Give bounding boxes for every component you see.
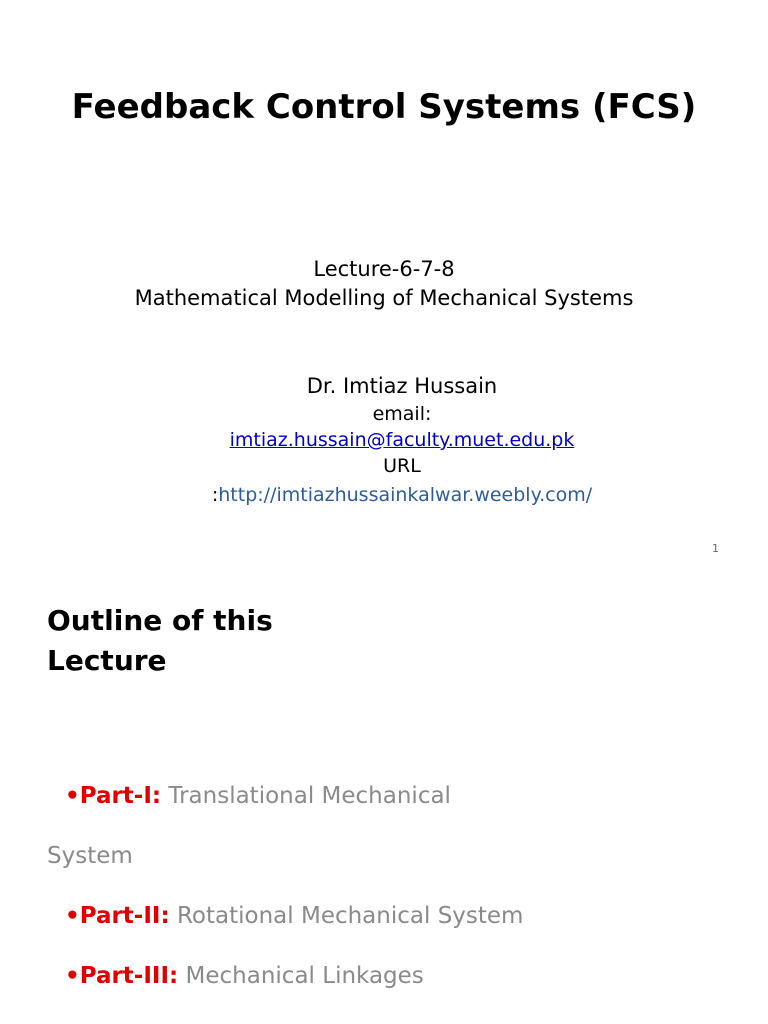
outline-list bbox=[47, 766, 607, 1006]
list-item bbox=[47, 946, 607, 1006]
author-name: Dr. Imtiaz Hussain bbox=[306, 374, 498, 398]
lecture-number: Lecture-6-7-8 bbox=[313, 257, 455, 281]
part-label: Part-III: bbox=[79, 963, 179, 989]
page-number: 1 bbox=[712, 542, 719, 555]
list-item-continuation bbox=[47, 826, 607, 886]
lecture-subtitle: Mathematical Modelling of Mechanical Systems bbox=[134, 286, 634, 310]
slide-title: Feedback Control Systems (FCS) bbox=[71, 87, 697, 127]
part-text: Translational Mechanical bbox=[168, 783, 451, 809]
url-label: URL bbox=[383, 455, 421, 477]
part-text: System bbox=[47, 843, 133, 869]
part-text: Rotational Mechanical System bbox=[176, 903, 524, 929]
url-link[interactable]: http://imtiazhussainkalwar.weebly.com/ bbox=[218, 484, 593, 506]
author-info bbox=[0, 371, 768, 479]
url-prefix: : bbox=[211, 484, 219, 506]
lecture-info bbox=[0, 255, 768, 313]
bullet-icon: • bbox=[65, 903, 80, 929]
outline-slide bbox=[0, 575, 768, 1024]
outline-title: Outline of this Lecture bbox=[47, 604, 273, 677]
email-link[interactable]: imtiaz.hussain@faculty.muet.edu.pk bbox=[229, 429, 575, 451]
url-line bbox=[190, 481, 614, 509]
bullet-icon: • bbox=[65, 963, 80, 989]
part-text: Mechanical Linkages bbox=[185, 963, 424, 989]
part-label: Part-I: bbox=[79, 783, 162, 809]
bullet-icon: • bbox=[65, 783, 80, 809]
list-item bbox=[47, 766, 607, 826]
list-item bbox=[47, 886, 607, 946]
part-label: Part-II: bbox=[79, 903, 170, 929]
email-label: email: bbox=[372, 403, 432, 425]
